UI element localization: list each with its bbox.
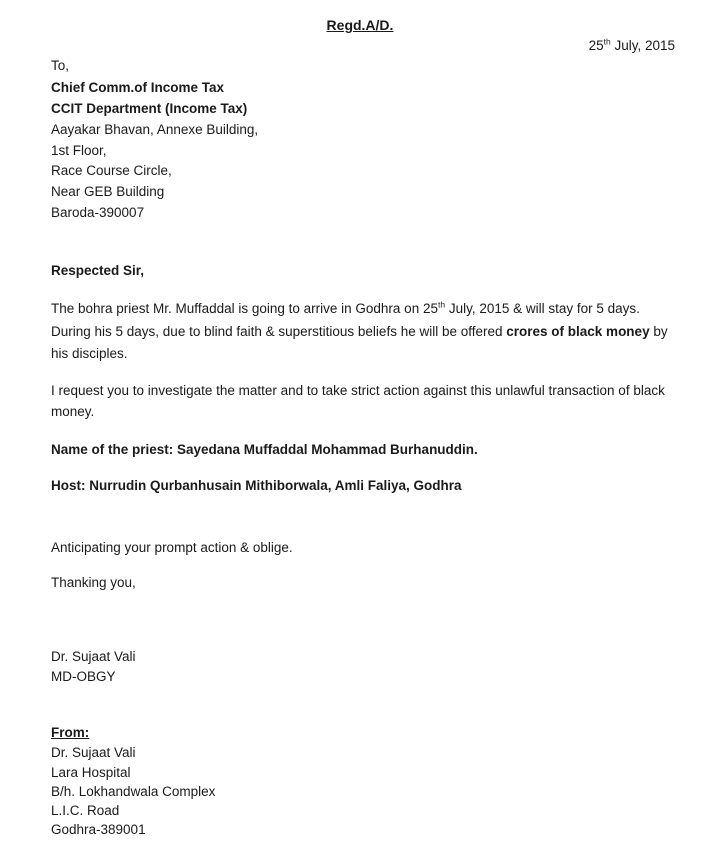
- recipient-to: To,: [51, 58, 70, 73]
- letter-date: [589, 36, 675, 56]
- p1-text-b: July, 2015 & will stay for 5 days.: [445, 301, 640, 316]
- recipient-line-6: Near GEB Building: [51, 184, 165, 199]
- from-line-2: Lara Hospital: [51, 765, 131, 780]
- p1-emphasis: crores of black money: [506, 324, 650, 339]
- p1-text-a: The bohra priest Mr. Muffaddal is going to arrive in Godhra on 25: [51, 301, 438, 316]
- closing-anticipation: Anticipating your prompt action & oblige.: [51, 540, 293, 555]
- from-line-3: B/h. Lokhandwala Complex: [51, 784, 216, 799]
- recipient-line-1: Chief Comm.of Income Tax: [51, 80, 225, 95]
- priest-name: Name of the priest: Sayedana Muffaddal Mohammad Burhanuddin.: [51, 442, 478, 457]
- date-suffix: th: [603, 36, 611, 47]
- paragraph-1-line-2: [51, 322, 681, 342]
- p1-text-c: During his 5 days, due to blind faith & superstitious beliefs he will be offered: [51, 324, 507, 339]
- paragraph-1-line-3: his disciples.: [51, 346, 128, 361]
- recipient-line-4: 1st Floor,: [51, 143, 107, 158]
- p1-date-suffix: th: [437, 299, 446, 310]
- from-line-5: Godhra-389001: [51, 822, 146, 837]
- paragraph-1-line-1: [51, 299, 681, 319]
- p1-text-d: by: [649, 324, 668, 339]
- from-line-1: Dr. Sujaat Vali: [51, 745, 136, 760]
- recipient-line-2: CCIT Department (Income Tax): [51, 101, 248, 116]
- date-day: 25: [588, 38, 604, 53]
- paragraph-2-line-2: money.: [51, 404, 95, 419]
- signature-title: MD-OBGY: [51, 669, 116, 684]
- salutation: Respected Sir,: [51, 263, 145, 278]
- recipient-line-7: Baroda-390007: [51, 205, 145, 220]
- registered-ad-heading: Regd.A/D.: [326, 17, 394, 33]
- from-line-4: L.I.C. Road: [51, 803, 120, 818]
- recipient-line-3: Aayakar Bhavan, Annexe Building,: [51, 122, 259, 137]
- host-name: Host: Nurrudin Qurbanhusain Mithiborwala, Amli Faliya, Godhra: [51, 478, 462, 493]
- recipient-line-5: Race Course Circle,: [51, 163, 172, 178]
- signature-name: Dr. Sujaat Vali: [51, 649, 136, 664]
- date-month-year: July, 2015: [610, 38, 675, 53]
- paragraph-2-line-1: I request you to investigate the matter and to take strict action against this unlawful transaction of black: [51, 383, 665, 398]
- from-label: From:: [51, 725, 90, 740]
- closing-thanks: Thanking you,: [51, 575, 136, 590]
